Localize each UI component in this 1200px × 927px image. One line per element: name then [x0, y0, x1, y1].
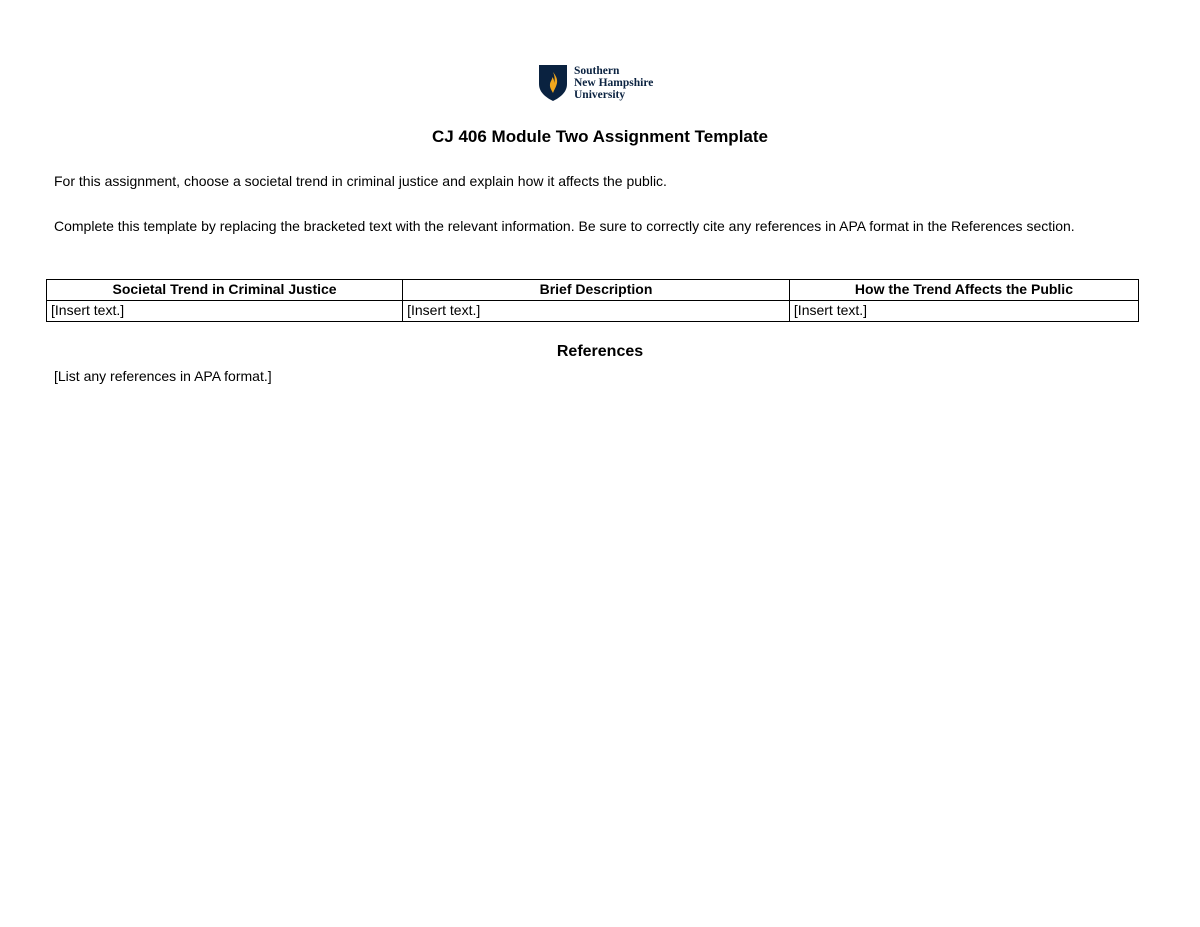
logo-line-2: New Hampshire	[574, 77, 654, 89]
instructions-paragraph: Complete this template by replacing the bracketed text with the relevant information. Be sure to correctly cite any references in APA format in the References section.	[54, 218, 1075, 234]
cell-societal-trend[interactable]: [Insert text.]	[47, 301, 403, 322]
logo-line-1: Southern	[574, 65, 620, 77]
cell-trend-affects-public[interactable]: [Insert text.]	[789, 301, 1138, 322]
university-logo	[538, 64, 653, 102]
logo-wordmark	[574, 64, 653, 101]
header-trend-affects-public: How the Trend Affects the Public	[789, 280, 1138, 301]
logo-line-3: University	[574, 89, 626, 101]
cell-brief-description[interactable]: [Insert text.]	[403, 301, 790, 322]
trend-table	[46, 279, 1139, 322]
header-brief-description: Brief Description	[403, 280, 790, 301]
table-row	[47, 301, 1139, 322]
references-heading: References	[556, 343, 644, 360]
table-header-row	[47, 280, 1139, 301]
intro-paragraph: For this assignment, choose a societal trend in criminal justice and explain how it affects the public.	[54, 173, 667, 189]
snhu-flame-shield-icon	[538, 64, 568, 102]
page-title: CJ 406 Module Two Assignment Template	[432, 127, 768, 146]
header-societal-trend: Societal Trend in Criminal Justice	[47, 280, 403, 301]
references-body[interactable]: [List any references in APA format.]	[54, 368, 272, 384]
